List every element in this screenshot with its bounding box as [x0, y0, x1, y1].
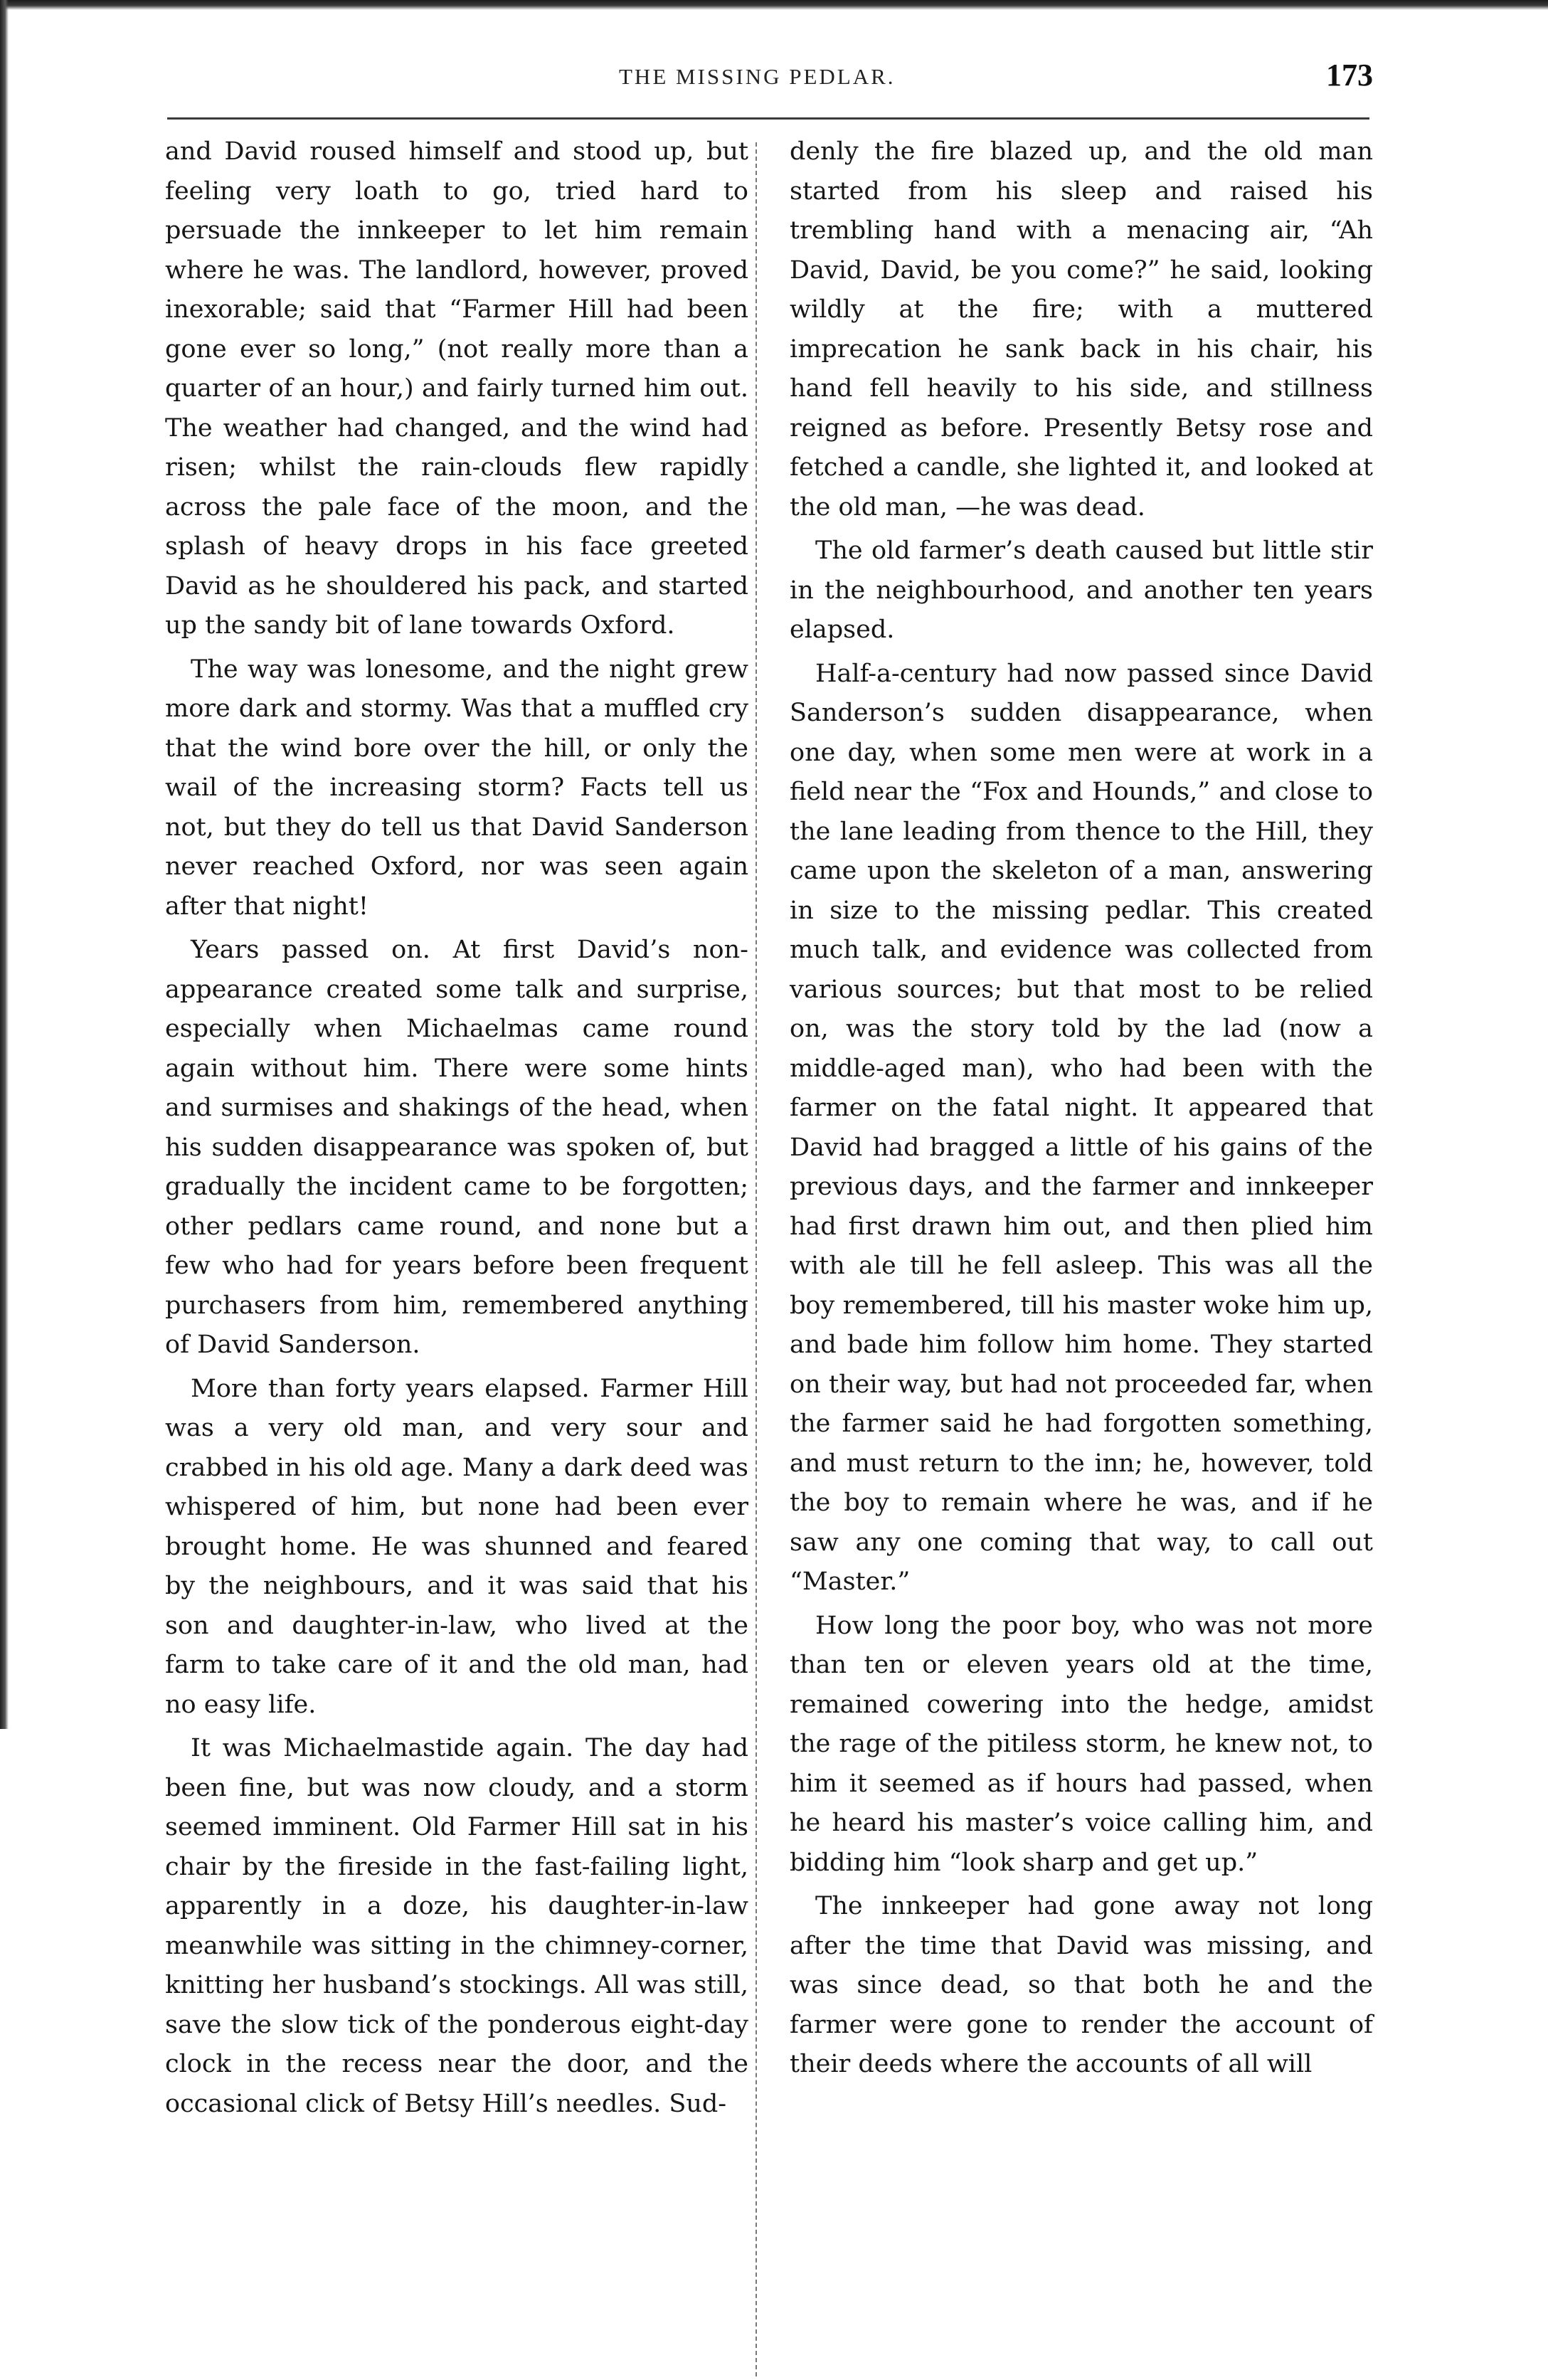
scan-top-edge: [0, 0, 1548, 10]
paragraph: and David roused himself and stood up, but feeling very loath to go, tried hard to persuade the innkeeper to let him remain where he was. The landlord, however, proved inexorable; said that “Farmer Hill had been gone ever so long,” (not really more than a quarter of an hour,) and fairly turned him out. The weather had changed, and the wind had risen; whilst the rain-clouds flew rapidly across the pale face of the moon, and the splash of heavy drops in his face greeted David as he shouldered his pack, and started up the sandy bit of lane towards Oxford.: [165, 137, 748, 640]
paragraph: More than forty years elapsed. Farmer Hill was a very old man, and very sour and crabbed in his old age. Many a dark deed was whispered of him, but none had been ever brought home. He was shunned and feared by the neighbours, and it was said that his son and daughter-in-law, who lived at the farm to take care of it and the old man, had no easy life.: [165, 1374, 748, 1719]
column-divider: [756, 142, 757, 2376]
paragraph: The innkeeper had gone away not long after the time that David was missing, and was since dead, so that both he and the farmer were gone to render the account of their deeds where the accounts of all will: [790, 1892, 1373, 2078]
scan-left-edge: [0, 0, 9, 1729]
right-column: [790, 132, 1373, 2085]
page-number: 173: [1326, 58, 1373, 92]
paragraph: It was Michaelmastide again. The day had been fine, but was now cloudy, and a storm seemed imminent. Old Farmer Hill sat in his chair by the fireside in the fast-failing light, apparently in a doze, his daughter-in-law meanwhile was sitting in the chimney-corner, knitting her husband’s stockings. All was still, save the slow tick of the ponderous eight-day clock in the recess near the door, and the occasional click of Betsy Hill’s needles. Sud-: [165, 1734, 748, 2118]
page-header: [164, 58, 1373, 111]
paragraph: Half-a-century had now passed since David Sanderson’s sudden disappearance, when one day, when some men were at work in a field near the “Fox and Hounds,” and close to the lane leading from thence to the Hill, they came upon the skeleton of a man, answering in size to the missing pedlar. This created much talk, and evidence was collected from various sources; but that most to be relied on, was the story told by the lad (now a middle-aged man), who had been with the farmer on the fatal night. It appeared that David had bragged a little of his gains of the previous days, and the farmer and innkeeper had first drawn him out, and then plied him with ale till he fell asleep. This was all the boy remembered, till his master woke him up, and bade him follow him home. They started on their way, but had not proceeded far, when the farmer said he had forgotten something, and must return to the inn; he, however, told the boy to remain where he was, and if he saw any one coming that way, to call out “Master.”: [790, 659, 1373, 1596]
header-rule: [167, 117, 1369, 120]
paragraph: The old farmer’s death caused but little stir in the neighbourhood, and another ten years elapsed.: [790, 536, 1373, 644]
running-title: THE MISSING PEDLAR.: [619, 64, 896, 89]
paragraph: Years passed on. At first David’s non-appearance created some talk and surprise, especially when Michaelmas came round again without him. There were some hints and surmises and shakings of the head, when his sudden disappearance was spoken of, but gradually the incident came to be forgotten; other pedlars came round, and none but a few who had for years before been frequent purchasers from him, remembered anything of David Sanderson.: [165, 936, 748, 1359]
paragraph: How long the poor boy, who was not more than ten or eleven years old at the time, remained cowering into the hedge, amidst the rage of the pitiless storm, he knew not, to him it seemed as if hours had passed, when he heard his master’s voice calling him, and bidding him “look sharp and get up.”: [790, 1611, 1373, 1877]
paragraph: denly the fire blazed up, and the old man started from his sleep and raised his trembling hand with a menacing air, “Ah David, David, be you come?” he said, looking wildly at the fire; with a muttered imprecation he sank back in his chair, his hand fell heavily to his side, and stillness reigned as before. Presently Betsy rose and fetched a candle, she lighted it, and looked at the old man, —he was dead.: [790, 137, 1373, 522]
left-column: [165, 132, 748, 2124]
paragraph: The way was lonesome, and the night grew more dark and stormy. Was that a muffled cry that the wind bore over the hill, or only the wail of the increasing storm? Facts tell us not, but they do tell us that David Sanderson never reached Oxford, nor was seen again after that night!: [165, 655, 748, 921]
